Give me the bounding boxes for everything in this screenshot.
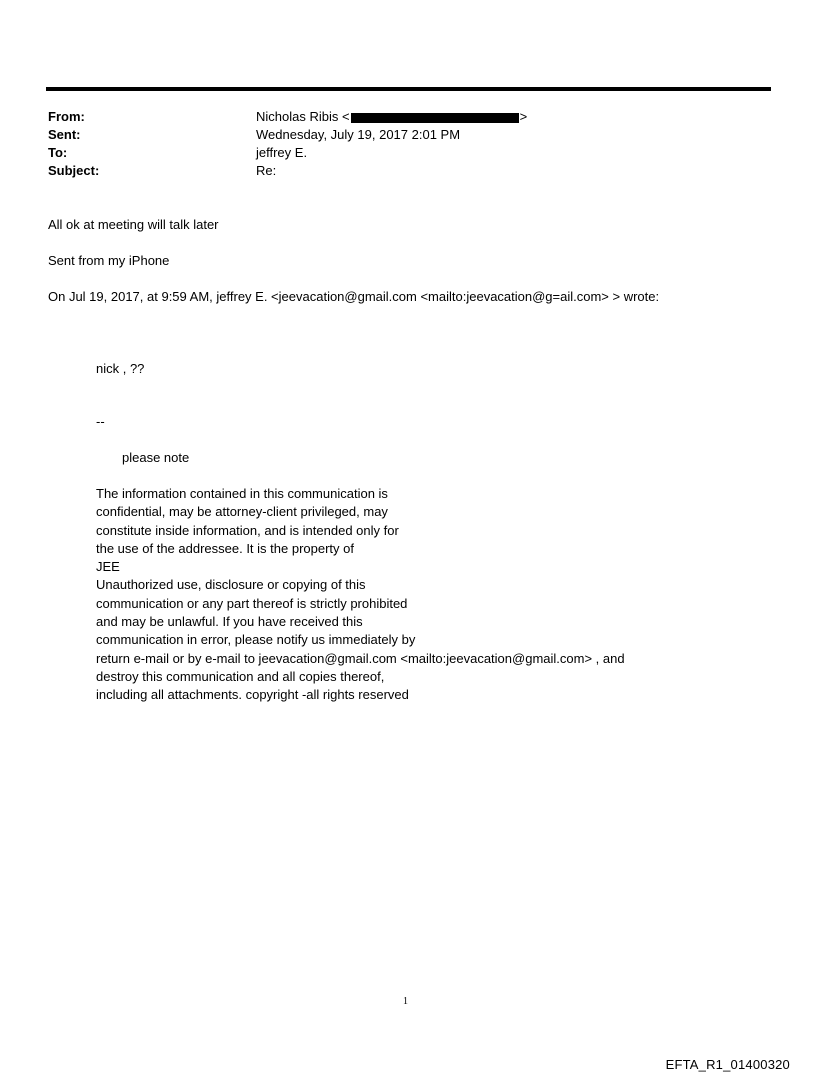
disclaimer-line: The information contained in this communication is (96, 486, 388, 501)
disclaimer-line: return e-mail or by e-mail to jeevacation@gmail.com <mailto:jeevacation@gmail.com> , and (96, 650, 625, 666)
from-label: From: (48, 109, 85, 124)
subject-value: Re: (256, 163, 277, 178)
sent-label: Sent: (48, 127, 81, 142)
to-label: To: (48, 145, 68, 160)
disclaimer (96, 485, 625, 705)
disclaimer-line: and may be unlawful. If you have received this (96, 614, 363, 630)
header-rule (46, 87, 771, 91)
to-value: jeffrey E. (256, 145, 308, 160)
disclaimer-line: JEE (96, 559, 120, 575)
disclaimer-line: communication in error, please notify us immediately by (96, 632, 416, 648)
document-id: EFTA_R1_01400320 (665, 1057, 790, 1072)
quote-header: On Jul 19, 2017, at 9:59 AM, jeffrey E. <jeevacation@gmail.com <mailto:jeevacation@g=ail.com> > wrote: (48, 289, 660, 304)
disclaimer-line: Unauthorized use, disclosure or copying of this (96, 577, 366, 593)
disclaimer-line: the use of the addressee. It is the property of (96, 540, 354, 556)
signature-separator: -- (96, 414, 105, 429)
redaction-bar (351, 113, 519, 123)
disclaimer-line: communication or any part thereof is strictly prohibited (96, 595, 408, 611)
disclaimer-line: constitute inside information, and is intended only for (96, 522, 399, 538)
page-number: 1 (403, 996, 408, 1007)
from-close: > (519, 109, 528, 124)
subject-label: Subject: (48, 163, 100, 178)
body-line-2: Sent from my iPhone (48, 253, 170, 268)
body-line-1: All ok at meeting will talk later (48, 217, 219, 232)
from-value (256, 109, 756, 125)
quoted-message: nick , ?? (96, 361, 145, 376)
disclaimer-line: including all attachments. copyright -all rights reserved (96, 687, 409, 703)
sent-value: Wednesday, July 19, 2017 2:01 PM (256, 127, 461, 142)
please-note: please note (122, 450, 190, 465)
disclaimer-line: confidential, may be attorney-client privileged, may (96, 504, 388, 520)
disclaimer-line: destroy this communication and all copies thereof, (96, 668, 385, 684)
from-name: Nicholas Ribis < (256, 109, 350, 124)
